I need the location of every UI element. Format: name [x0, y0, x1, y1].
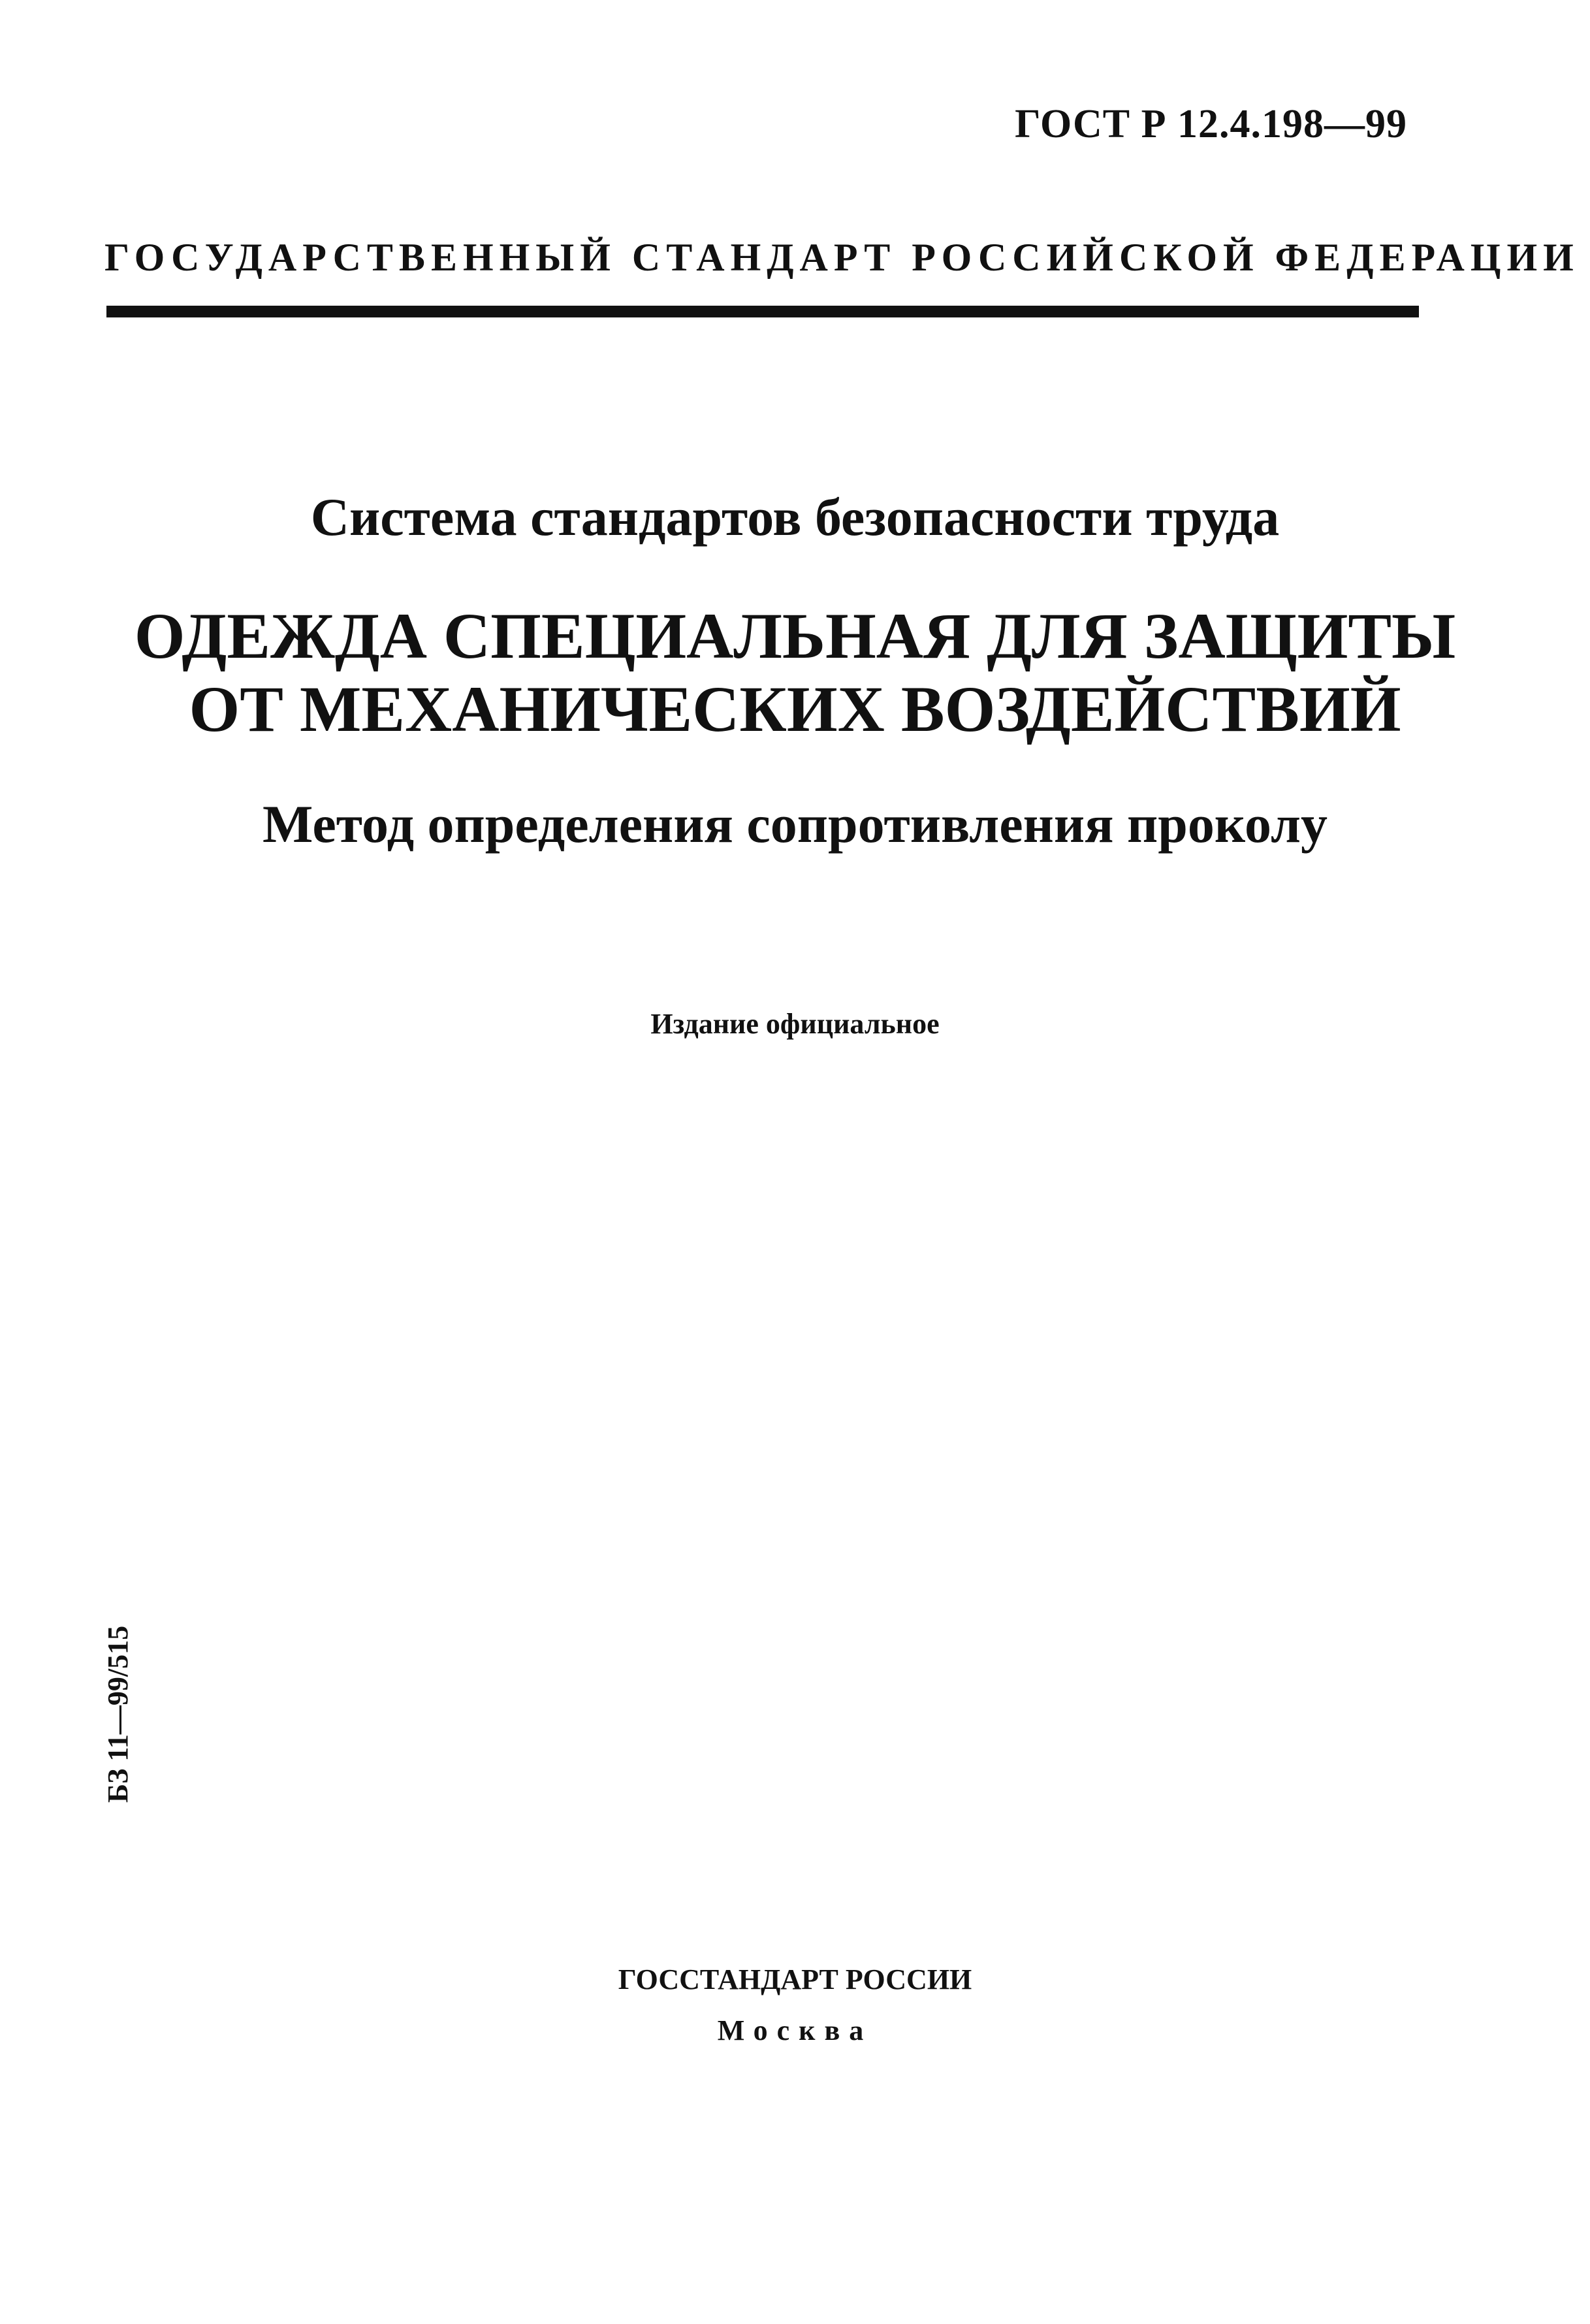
publisher: ГОССТАНДАРТ РОССИИ: [618, 1963, 972, 1995]
side-registration-code: БЗ 11—99/515: [102, 1625, 134, 1803]
method-title: Метод определения сопротивления проколу: [262, 794, 1328, 854]
main-title-line-1: ОДЕЖДА СПЕЦИАЛЬНАЯ ДЛЯ ЗАЩИТЫ: [134, 600, 1456, 672]
state-standard-heading: ГОСУДАРСТВЕННЫЙ СТАНДАРТ РОССИЙСКОЙ ФЕДЕРАЦИИ: [104, 236, 1580, 279]
edition-label: Издание официальное: [650, 1008, 940, 1040]
standard-number: ГОСТ Р 12.4.198—99: [1015, 102, 1407, 146]
main-title-line-2: ОТ МЕХАНИЧЕСКИХ ВОЗДЕЙСТВИЙ: [189, 673, 1401, 745]
main-title: [0, 600, 1590, 746]
system-title: Система стандартов безопасности труда: [310, 487, 1280, 547]
header-divider: [106, 306, 1419, 317]
publication-city: Москва: [717, 2014, 873, 2046]
